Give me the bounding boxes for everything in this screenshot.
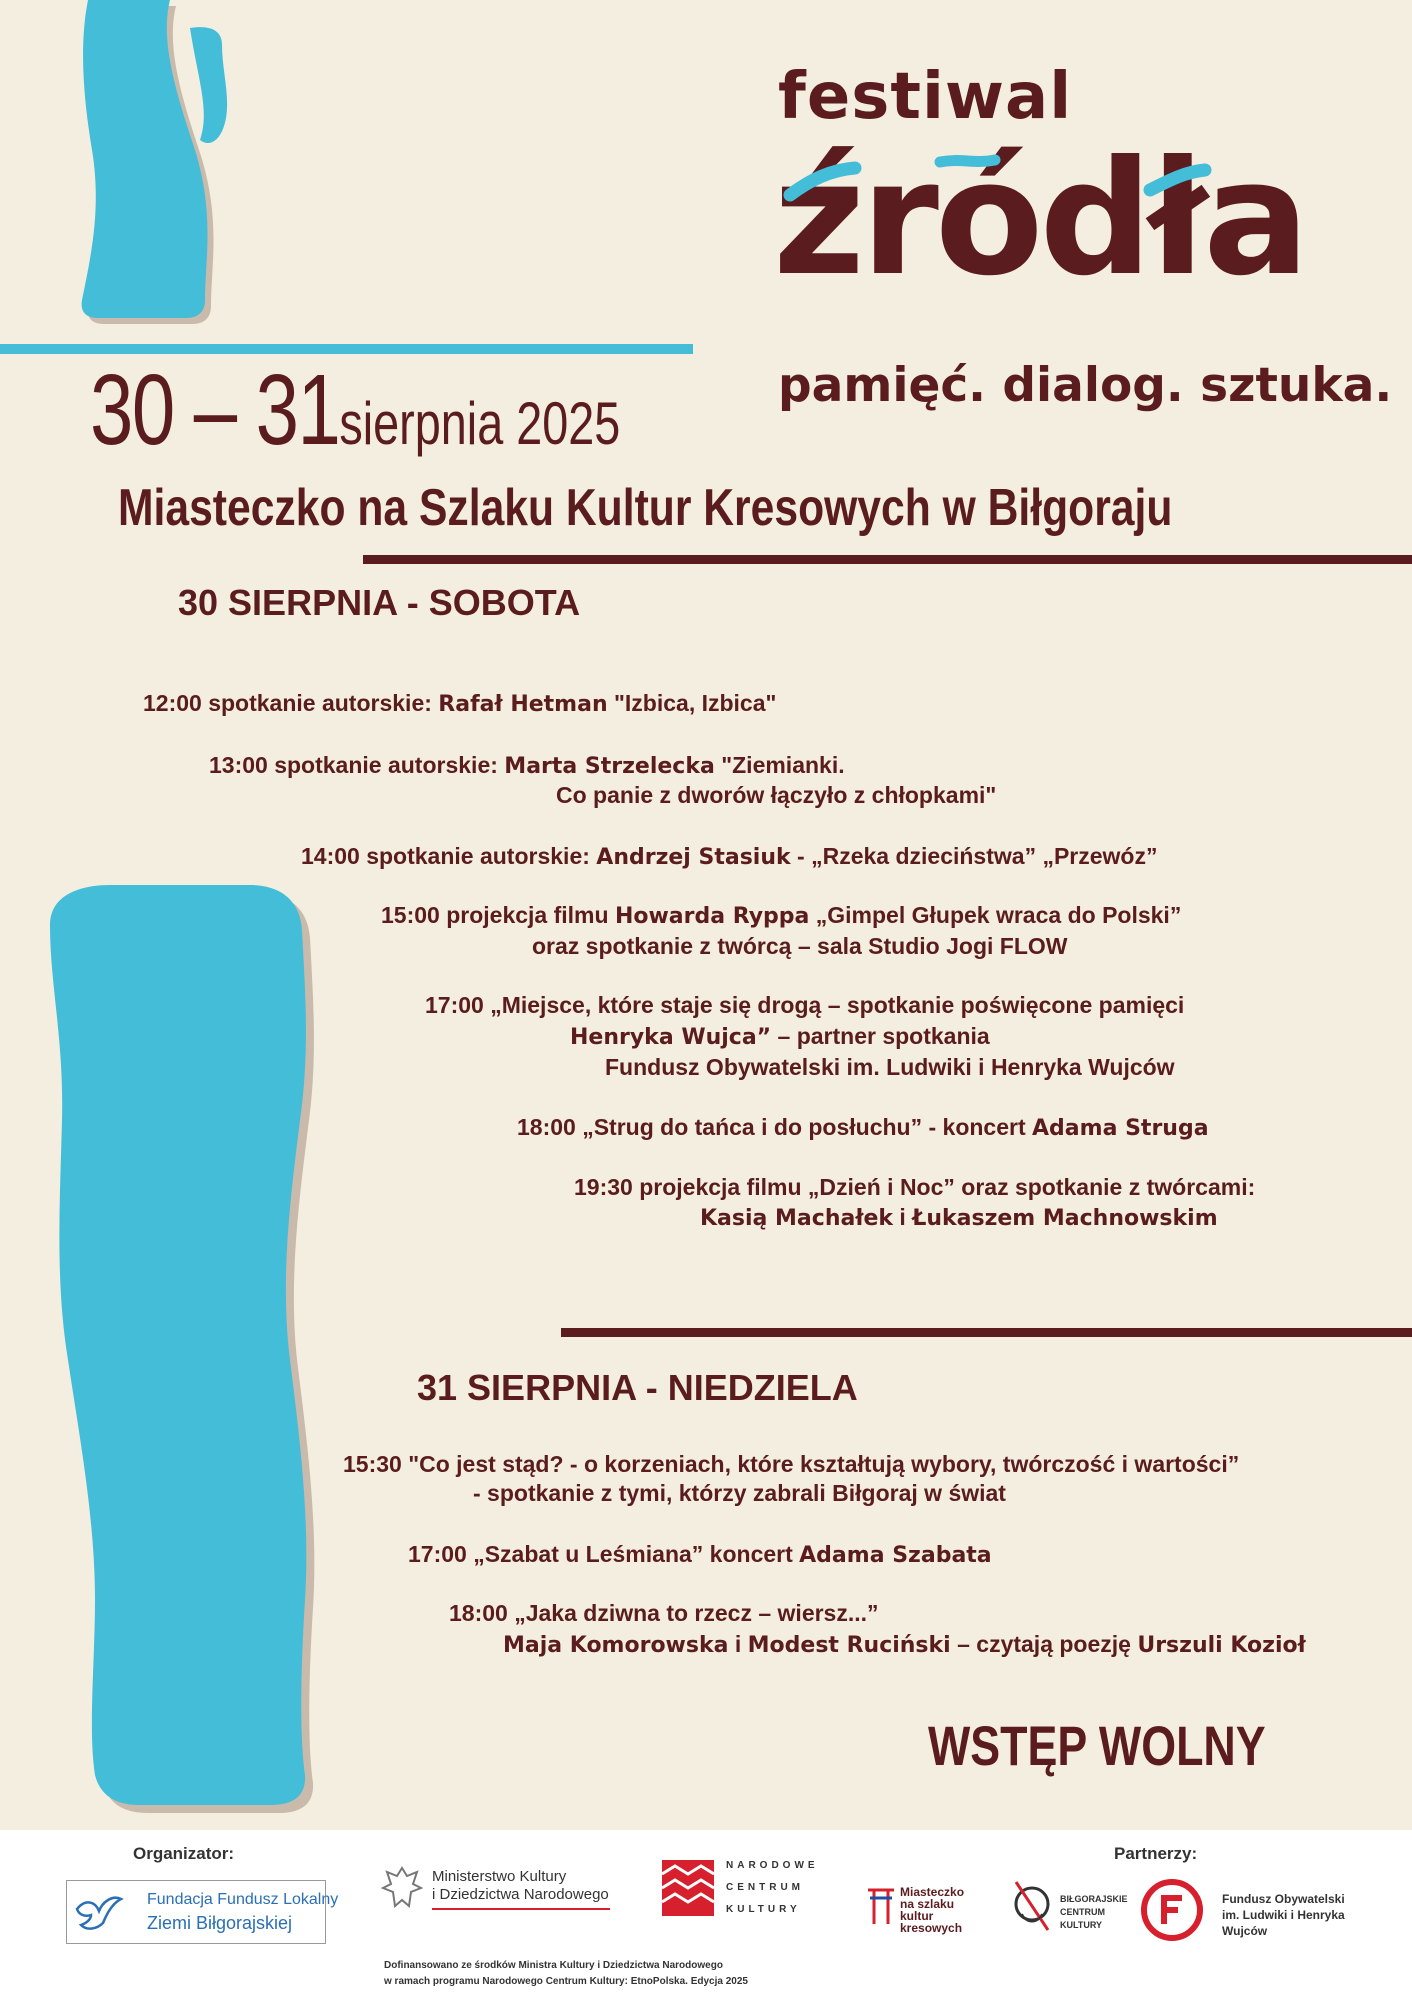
program-item-continuation: Henryka Wujca” – partner spotkania — [570, 1023, 990, 1050]
partner1-line3: kultur — [900, 1909, 934, 1923]
organizer-name-line1: Fundacja Fundusz Lokalny — [147, 1891, 339, 1908]
miasteczko-logo-icon — [866, 1886, 896, 1926]
ministry-line1: Ministerstwo Kultury — [432, 1868, 567, 1885]
partner1-line1: Miasteczko — [900, 1885, 965, 1899]
funding-note-line1: Dofinansowano ze środków Ministra Kultury i Dziedzictwa Narodowego — [384, 1960, 723, 1971]
partners-label: Partnerzy: — [1114, 1844, 1198, 1863]
blue-wave-side-shape — [0, 0, 340, 1820]
ministry-line2: i Dziedzictwa Narodowego — [432, 1886, 609, 1903]
partner1-line2: na szlaku — [900, 1897, 955, 1911]
program-item: 19:30 projekcja filmu „Dzień i Noc” oraz spotkanie z twórcami: — [574, 1174, 1256, 1200]
partner3-line2: im. Ludwiki i Henryka — [1222, 1908, 1345, 1922]
nck-logo-icon — [662, 1860, 714, 1916]
program-item: 17:00 „Szabat u Leśmiana” koncert Adama Szabata — [408, 1541, 992, 1568]
program-item-continuation: Kasią Machałek i Łukaszem Machnowskim — [700, 1204, 1218, 1231]
program-item-continuation: Maja Komorowska i Modest Ruciński – czytają poezję Urszuli Kozioł — [503, 1631, 1306, 1658]
logo-festival-text: festiwal — [778, 60, 1073, 134]
admission-free-label: WSTĘP WOLNY — [928, 1714, 1266, 1777]
partner1-line4: kresowych — [900, 1921, 963, 1935]
day2-heading: 31 SIERPNIA - NIEDZIELA — [417, 1367, 858, 1408]
venue-title: Miasteczko na Szlaku Kultur Kresowych w Biłgoraju — [118, 479, 1173, 537]
partner2-line2: CENTRUM — [1060, 1907, 1105, 1917]
sponsors-footer — [0, 1830, 1412, 2000]
event-dates — [90, 354, 621, 466]
ministry-red-line — [432, 1908, 610, 1910]
program-item: 14:00 spotkanie autorskie: Andrzej Stasiuk - „Rzeka dzieciństwa” „Przewóz” — [301, 843, 1158, 870]
organizer-name-line2: Ziemi Biłgorajskiej — [147, 1913, 293, 1933]
program-item-continuation: oraz spotkanie z twórcą – sala Studio Jogi FLOW — [532, 933, 1068, 959]
nck-line1: NARODOWE — [726, 1860, 819, 1871]
fundusz-obywatelski-logo-icon — [1140, 1878, 1204, 1942]
nck-line2: CENTRUM — [726, 1882, 804, 1893]
partner3-line3: Wujców — [1222, 1924, 1268, 1938]
organizer-label: Organizator: — [133, 1844, 235, 1863]
funding-note-line2: w ramach programu Narodowego Centrum Kultury: EtnoPolska. Edycja 2025 — [384, 1976, 748, 1987]
program-item: 15:30 "Co jest stąd? - o korzeniach, które kształtują wybory, twórczość i wartości” — [343, 1451, 1240, 1477]
program-item-continuation: Fundusz Obywatelski im. Ludwiki i Henryka Wujców — [605, 1054, 1175, 1080]
program-item: 17:00 „Miejsce, które staje się drogą – spotkanie poświęcone pamięci — [425, 992, 1185, 1018]
organizer-logo — [66, 1880, 339, 1944]
date-range: 30 – 31 — [90, 354, 340, 466]
program-item: 13:00 spotkanie autorskie: Marta Strzelecka "Ziemianki. — [209, 752, 845, 779]
brown-divider-line — [561, 1328, 1412, 1337]
program-item-continuation: - spotkanie z tymi, którzy zabrali Biłgoraj w świat — [473, 1480, 1006, 1506]
dove-icon — [73, 1889, 125, 1935]
partner3-line1: Fundusz Obywatelski — [1222, 1892, 1345, 1906]
polish-eagle-icon — [381, 1864, 423, 1912]
nck-line3: KULTURY — [726, 1904, 801, 1915]
partner2-line3: KULTURY — [1060, 1920, 1102, 1930]
program-item: 12:00 spotkanie autorskie: Rafał Hetman "Izbica, Izbica" — [143, 690, 777, 717]
logo-name: źródła — [773, 127, 1306, 311]
bck-logo-icon — [1008, 1874, 1056, 1940]
logo-blue-accent-icon — [780, 150, 1300, 210]
program-item: 18:00 „Strug do tańca i do posłuchu” - koncert Adama Struga — [517, 1114, 1209, 1141]
partner2-line1: BIŁGORAJSKIE — [1060, 1894, 1128, 1904]
blue-divider-line — [0, 344, 693, 354]
program-item: 18:00 „Jaka dziwna to rzecz – wiersz...” — [449, 1600, 879, 1626]
brown-divider-line — [363, 555, 1412, 564]
logo-tagline: pamięć. dialog. sztuka. — [778, 358, 1393, 413]
program-item: 15:00 projekcja filmu Howarda Ryppa „Gimpel Głupek wraca do Polski” — [381, 902, 1182, 929]
program-item-continuation: Co panie z dworów łączyło z chłopkami" — [556, 782, 997, 808]
day1-heading: 30 SIERPNIA - SOBOTA — [178, 582, 581, 623]
date-month-year: sierpnia 2025 — [339, 390, 621, 457]
